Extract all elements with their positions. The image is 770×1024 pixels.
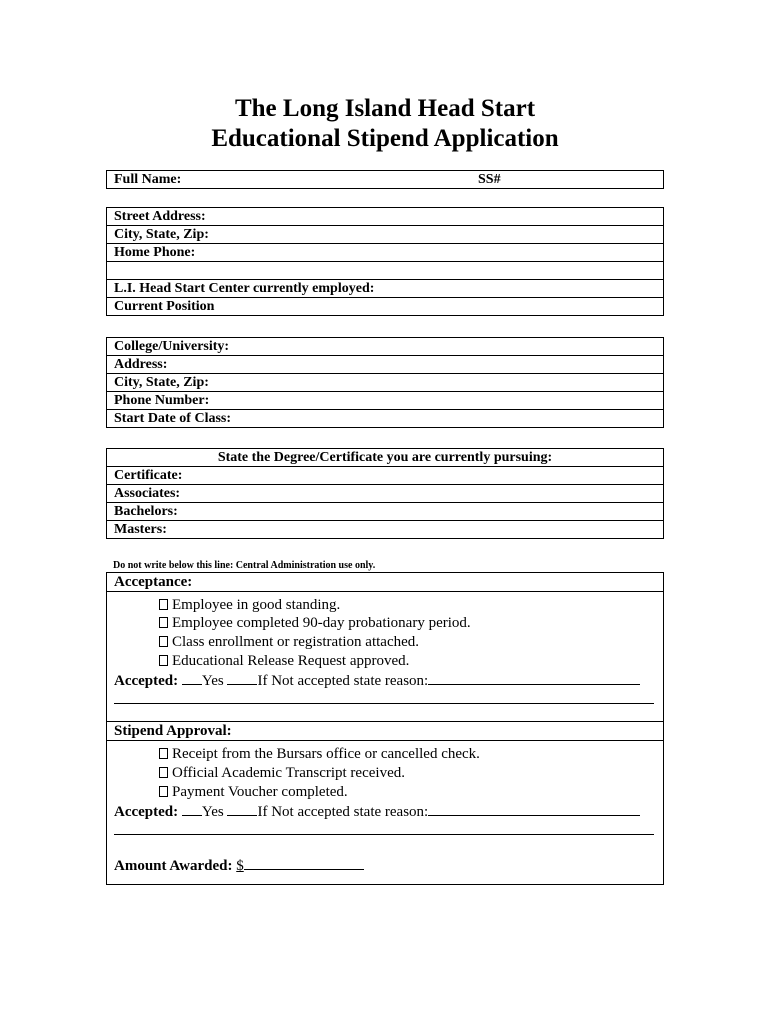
- college-label: College/University:: [114, 339, 230, 354]
- college-field[interactable]: [107, 338, 663, 356]
- reason-continuation-line[interactable]: [114, 703, 654, 704]
- check-enrollment-label: Class enrollment or registration attached.: [172, 634, 420, 650]
- degree-option-bachelors[interactable]: [107, 503, 663, 521]
- checkbox-icon[interactable]: [159, 636, 168, 647]
- degree-option-certificate[interactable]: [107, 467, 663, 485]
- stipend-yes-label: Yes: [201, 804, 224, 820]
- stipend-no-blank[interactable]: [227, 801, 257, 816]
- yes-label: Yes: [201, 673, 224, 689]
- city-state-zip-field[interactable]: [107, 226, 663, 244]
- degree-box: [106, 448, 664, 539]
- amount-awarded-line: [114, 855, 364, 875]
- form-title-line-2: Educational Stipend Application: [211, 125, 559, 152]
- accepted-label: Accepted:: [114, 673, 179, 689]
- checkbox-icon[interactable]: [159, 748, 168, 759]
- admin-use-note: Do not write below this line: Central Administration use only.: [113, 560, 376, 571]
- reason-label: If Not accepted state reason:: [257, 673, 429, 689]
- college-city-field[interactable]: [107, 374, 663, 392]
- street-address-label: Street Address:: [114, 209, 206, 224]
- check-probation-label: Employee completed 90-day probationary period.: [172, 615, 471, 631]
- stipend-accepted-label: Accepted:: [114, 804, 179, 820]
- current-position-label: Current Position: [114, 299, 215, 314]
- college-box: [106, 337, 664, 428]
- street-address-field[interactable]: [107, 208, 663, 226]
- start-date-field[interactable]: [107, 410, 663, 427]
- check-voucher[interactable]: [159, 783, 348, 801]
- college-phone-field[interactable]: [107, 392, 663, 410]
- degree-option-masters[interactable]: [107, 521, 663, 538]
- college-city-label: City, State, Zip:: [114, 375, 209, 390]
- blank-row[interactable]: [107, 262, 663, 280]
- checkbox-icon[interactable]: [159, 655, 168, 666]
- check-good-standing[interactable]: [159, 596, 340, 614]
- check-release-label: Educational Release Request approved.: [172, 653, 410, 669]
- check-release[interactable]: [159, 652, 409, 670]
- head-start-center-label: L.I. Head Start Center currently employed:: [114, 281, 375, 296]
- check-receipt-label: Receipt from the Bursars office or cancelled check.: [172, 746, 480, 762]
- address-box: [106, 207, 664, 316]
- home-phone-label: Home Phone:: [114, 245, 196, 260]
- checkbox-icon[interactable]: [159, 786, 168, 797]
- stipend-accepted-line: [114, 801, 640, 821]
- check-voucher-label: Payment Voucher completed.: [172, 784, 348, 800]
- city-state-zip-label: City, State, Zip:: [114, 227, 209, 242]
- amount-dollar-sign: $: [236, 858, 244, 874]
- check-probation[interactable]: [159, 614, 471, 632]
- degree-option-associates[interactable]: [107, 485, 663, 503]
- acceptance-box: [106, 572, 664, 722]
- ss-label: SS#: [478, 172, 501, 187]
- checkbox-icon[interactable]: [159, 617, 168, 628]
- associates-label: Associates:: [114, 486, 181, 501]
- start-date-label: Start Date of Class:: [114, 411, 232, 426]
- check-enrollment[interactable]: [159, 633, 419, 651]
- checkbox-icon[interactable]: [159, 599, 168, 610]
- masters-label: Masters:: [114, 522, 167, 537]
- stipend-heading: Stipend Approval:: [107, 722, 663, 741]
- certificate-label: Certificate:: [114, 468, 183, 483]
- degree-heading: State the Degree/Certificate you are currently pursuing:: [107, 449, 663, 467]
- checkbox-icon[interactable]: [159, 767, 168, 778]
- applicant-name-box: [106, 170, 664, 189]
- amount-blank[interactable]: [244, 855, 364, 870]
- college-phone-label: Phone Number:: [114, 393, 210, 408]
- form-title-line-1: The Long Island Head Start: [234, 95, 536, 122]
- acceptance-heading: Acceptance:: [107, 573, 663, 592]
- amount-awarded-label: Amount Awarded:: [114, 858, 233, 874]
- acceptance-accepted-line: [114, 670, 640, 690]
- no-blank[interactable]: [227, 670, 257, 685]
- stipend-yes-blank[interactable]: [182, 801, 202, 816]
- yes-blank[interactable]: [182, 670, 202, 685]
- check-transcript-label: Official Academic Transcript received.: [172, 765, 405, 781]
- bachelors-label: Bachelors:: [114, 504, 178, 519]
- full-name-label: Full Name:: [114, 172, 182, 187]
- home-phone-field[interactable]: [107, 244, 663, 262]
- stipend-reason-blank[interactable]: [428, 801, 640, 816]
- full-name-field[interactable]: [107, 171, 663, 188]
- check-receipt[interactable]: [159, 745, 480, 763]
- check-good-standing-label: Employee in good standing.: [172, 597, 341, 613]
- check-transcript[interactable]: [159, 764, 405, 782]
- head-start-center-field[interactable]: [107, 280, 663, 298]
- college-address-field[interactable]: [107, 356, 663, 374]
- college-address-label: Address:: [114, 357, 168, 372]
- stipend-reason-label: If Not accepted state reason:: [257, 804, 429, 820]
- reason-blank[interactable]: [428, 670, 640, 685]
- stipend-box: [106, 721, 664, 885]
- current-position-field[interactable]: [107, 298, 663, 315]
- stipend-reason-continuation-line[interactable]: [114, 834, 654, 835]
